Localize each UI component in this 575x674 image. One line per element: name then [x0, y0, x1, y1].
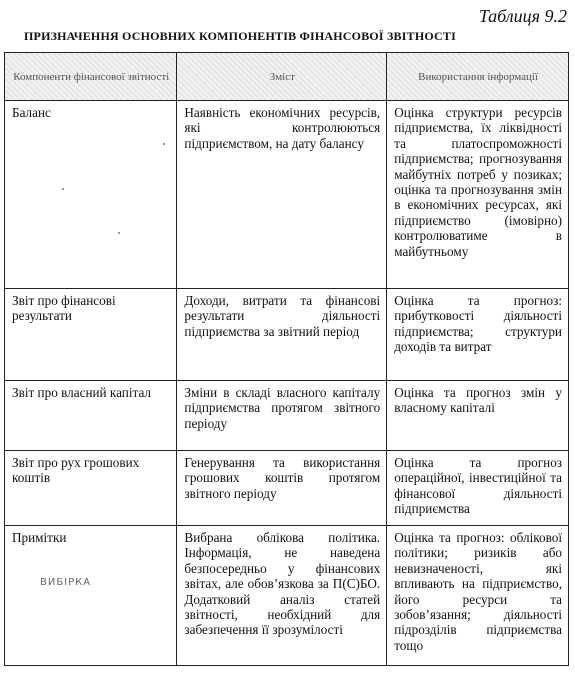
scan-stamp: ВИБІРКА [40, 577, 92, 589]
component-name: Звіт про фінансові результати [12, 293, 116, 324]
row-content-cell [177, 526, 387, 666]
component-name: Баланс [12, 105, 51, 120]
component-use: Оцінка та прогноз: прибутковості діяльності підприємства; структури доходів та витрат [394, 293, 562, 355]
table-number: Таблиця 9.2 [478, 6, 567, 26]
scan-speck [62, 188, 64, 190]
row-component-cell [5, 451, 177, 526]
header-content: Зміст [177, 53, 387, 101]
header-component: Компоненти фінансової звітності [5, 53, 177, 101]
row-use-cell [387, 451, 569, 526]
table-row [5, 451, 569, 526]
row-use-cell [387, 526, 569, 666]
row-component-cell [5, 526, 177, 666]
row-use-cell [387, 101, 569, 289]
row-component-cell [5, 289, 177, 381]
row-use-cell [387, 381, 569, 451]
header-use: Використання інформації [387, 53, 569, 101]
table-row [5, 381, 569, 451]
row-use-cell [387, 289, 569, 381]
component-use: Оцінка та прогноз операційної, інвестиційної та фінансової діяльності підприємства [394, 455, 562, 517]
row-content-cell [177, 289, 387, 381]
row-component-cell [5, 101, 177, 289]
table-row [5, 289, 569, 381]
table-title: ПРИЗНАЧЕННЯ ОСНОВНИХ КОМПОНЕНТІВ ФІНАНСОВОЇ ЗВІТНОСТІ [24, 29, 456, 43]
component-content: Вибрана облікова політика. Інформація, не наведена безпосередньо у фінансових звітах, але обов’язкова за П(С)БО. Додатковий аналіз статей звітності, необхідний для забезпечення її зрозумілості [184, 530, 381, 638]
header-row [5, 53, 569, 101]
row-content-cell [177, 101, 387, 289]
component-name: Звіт про рух грошових коштів [12, 455, 140, 486]
component-use: Оцінка структури ресурсів підприємства, їх ліквідності та платоспроможності підприємства; прогнозування майбутніх потреб у позиках; оцінка та прогнозування змін в економічних ресурсах, які підприємство (імовірно) контролюватиме в майбутньому [394, 105, 562, 259]
component-name: Примітки [12, 530, 67, 545]
component-content: Доходи, витрати та фінансові результати діяльності підприємства за звітний період [184, 293, 381, 339]
scan-speck [163, 143, 165, 145]
scan-speck [118, 232, 120, 234]
component-content: Зміни в складі власного капіталу підприємства протягом звітного періоду [184, 385, 381, 431]
table-row [5, 526, 569, 666]
component-name: Звіт про власний капітал [12, 385, 151, 400]
row-component-cell [5, 381, 177, 451]
component-use: Оцінка та прогноз: облікової політики; ризиків або невизначеності, які впливають на підприємство, його ресурси та зобов’язання; діяльності підрозділів підприємства тощо [394, 530, 562, 653]
component-content: Генерування та використання грошових коштів протягом звітного періоду [184, 455, 381, 501]
table-row [5, 101, 569, 289]
component-use: Оцінка та прогноз змін у власному капіталі [394, 385, 562, 416]
component-content: Наявність економічних ресурсів, які контролюються підприємством, на дату балансу [184, 105, 381, 151]
row-content-cell [177, 451, 387, 526]
financial-components-table [4, 52, 569, 666]
row-content-cell [177, 381, 387, 451]
